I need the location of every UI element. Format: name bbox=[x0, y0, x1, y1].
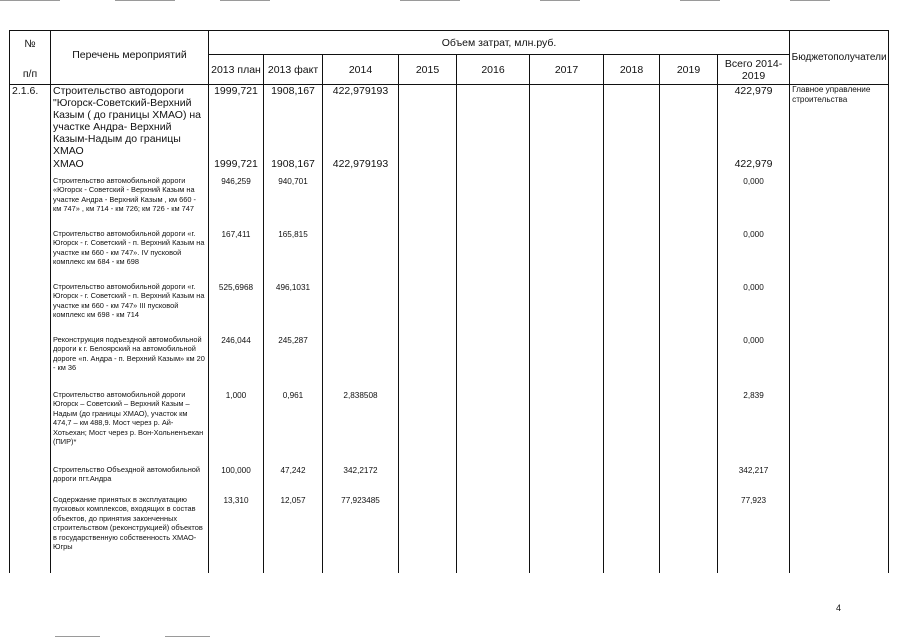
row-name: Содержание принятых в эксплуатацию пусковых комплексов, входящих в состав объектов, до принятия законченных строительством (реконструкцией) объектов в государственную собственность ХМАО-Югры bbox=[51, 495, 209, 573]
header-year-2017: 2017 bbox=[530, 55, 604, 85]
row-value-2019 bbox=[660, 390, 718, 465]
row-value-2015 bbox=[399, 335, 457, 390]
row-total: 0,000 bbox=[718, 282, 790, 335]
header-2013-fact: 2013 факт bbox=[264, 55, 323, 85]
row-value-2016 bbox=[457, 158, 530, 176]
row-beneficiary bbox=[790, 335, 889, 390]
row-beneficiary bbox=[790, 390, 889, 465]
row-value-2016 bbox=[457, 229, 530, 282]
row-total: 77,923 bbox=[718, 495, 790, 573]
table-row bbox=[10, 176, 889, 229]
row-value-2015 bbox=[399, 282, 457, 335]
row-total: 2,839 bbox=[718, 390, 790, 465]
row-value-2014: 342,2172 bbox=[323, 465, 399, 495]
row-value-2015 bbox=[399, 465, 457, 495]
row-value-2019 bbox=[660, 282, 718, 335]
row-total: 422,979 bbox=[718, 158, 790, 176]
header-year-2016: 2016 bbox=[457, 55, 530, 85]
row-beneficiary: Главное управление строительства bbox=[790, 85, 889, 158]
row-number bbox=[10, 176, 51, 229]
row-value-2016 bbox=[457, 85, 530, 158]
row-value-2019 bbox=[660, 158, 718, 176]
row-plan-2013: 13,310 bbox=[209, 495, 264, 573]
row-fact-2013: 0,961 bbox=[264, 390, 323, 465]
row-value-2016 bbox=[457, 282, 530, 335]
row-plan-2013: 100,000 bbox=[209, 465, 264, 495]
row-value-2016 bbox=[457, 465, 530, 495]
row-value-2014 bbox=[323, 335, 399, 390]
row-number bbox=[10, 229, 51, 282]
row-total: 422,979 bbox=[718, 85, 790, 158]
row-value-2017 bbox=[530, 495, 604, 573]
row-beneficiary bbox=[790, 282, 889, 335]
header-list: Перечень мероприятий bbox=[51, 31, 209, 85]
row-name: Строительство Объездной автомобильной дороги пгт.Андра bbox=[51, 465, 209, 495]
row-plan-2013: 1999,721 bbox=[209, 158, 264, 176]
scan-top-marks bbox=[0, 0, 905, 6]
row-number bbox=[10, 158, 51, 176]
row-value-2014 bbox=[323, 176, 399, 229]
row-number bbox=[10, 495, 51, 573]
row-value-2017 bbox=[530, 176, 604, 229]
row-number bbox=[10, 390, 51, 465]
row-plan-2013: 246,044 bbox=[209, 335, 264, 390]
header-year-2015: 2015 bbox=[399, 55, 457, 85]
row-number: 2.1.6. bbox=[10, 85, 51, 158]
row-value-2018 bbox=[604, 495, 660, 573]
row-plan-2013: 525,6968 bbox=[209, 282, 264, 335]
header-number bbox=[10, 31, 51, 85]
row-value-2019 bbox=[660, 85, 718, 158]
row-fact-2013: 47,242 bbox=[264, 465, 323, 495]
row-value-2017 bbox=[530, 465, 604, 495]
row-value-2017 bbox=[530, 229, 604, 282]
row-value-2017 bbox=[530, 85, 604, 158]
row-name: Строительство автомобильной дороги «Югорск - Советский - Верхний Казым на участке Андра - Верхний Казым , км 660 - км 747» , км 714 - км 726; км 726 - км 747 bbox=[51, 176, 209, 229]
row-value-2015 bbox=[399, 390, 457, 465]
row-value-2015 bbox=[399, 495, 457, 573]
row-beneficiary bbox=[790, 229, 889, 282]
row-number bbox=[10, 335, 51, 390]
row-value-2014: 77,923485 bbox=[323, 495, 399, 573]
row-total: 0,000 bbox=[718, 335, 790, 390]
header-year-2014: 2014 bbox=[323, 55, 399, 85]
row-fact-2013: 245,287 bbox=[264, 335, 323, 390]
page-number: 4 bbox=[836, 603, 842, 613]
row-value-2019 bbox=[660, 176, 718, 229]
row-beneficiary bbox=[790, 465, 889, 495]
row-fact-2013: 1908,167 bbox=[264, 158, 323, 176]
row-value-2018 bbox=[604, 390, 660, 465]
row-plan-2013: 167,411 bbox=[209, 229, 264, 282]
row-value-2018 bbox=[604, 335, 660, 390]
row-name: Строительство автомобильной дороги «г. Югорск - г. Советский - п. Верхний Казым на участке км 660 - км 747» III пусковой комплекс км 698 - км 714 bbox=[51, 282, 209, 335]
row-plan-2013: 1999,721 bbox=[209, 85, 264, 158]
row-fact-2013: 940,701 bbox=[264, 176, 323, 229]
row-value-2019 bbox=[660, 335, 718, 390]
row-total: 342,217 bbox=[718, 465, 790, 495]
row-fact-2013: 12,057 bbox=[264, 495, 323, 573]
row-number bbox=[10, 465, 51, 495]
row-total: 0,000 bbox=[718, 229, 790, 282]
row-number bbox=[10, 282, 51, 335]
row-name: ХМАО bbox=[51, 158, 209, 176]
row-fact-2013: 1908,167 bbox=[264, 85, 323, 158]
row-beneficiary bbox=[790, 495, 889, 573]
row-fact-2013: 165,815 bbox=[264, 229, 323, 282]
row-value-2017 bbox=[530, 335, 604, 390]
row-value-2014 bbox=[323, 229, 399, 282]
row-value-2018 bbox=[604, 158, 660, 176]
row-value-2017 bbox=[530, 158, 604, 176]
row-value-2018 bbox=[604, 229, 660, 282]
header-number-bottom: п/п bbox=[22, 68, 38, 80]
row-value-2014: 422,979193 bbox=[323, 85, 399, 158]
row-beneficiary bbox=[790, 176, 889, 229]
header-cost-group: Объем затрат, млн.руб. bbox=[209, 31, 790, 55]
row-value-2019 bbox=[660, 465, 718, 495]
row-name: Реконструкция подъездной автомобильной дороги к г. Белоярский на автомобильной дороге «п. Андра - п. Верхний Казым» км 20 - км 36 bbox=[51, 335, 209, 390]
row-value-2014: 422,979193 bbox=[323, 158, 399, 176]
table-row bbox=[10, 335, 889, 390]
row-value-2019 bbox=[660, 229, 718, 282]
row-fact-2013: 496,1031 bbox=[264, 282, 323, 335]
table-row bbox=[10, 390, 889, 465]
row-value-2014: 2,838508 bbox=[323, 390, 399, 465]
header-year-2018: 2018 bbox=[604, 55, 660, 85]
row-value-2015 bbox=[399, 176, 457, 229]
row-value-2015 bbox=[399, 158, 457, 176]
header-year-2019: 2019 bbox=[660, 55, 718, 85]
header-beneficiary: Бюджетополучатели bbox=[790, 31, 889, 85]
header-2013-plan: 2013 план bbox=[209, 55, 264, 85]
row-beneficiary bbox=[790, 158, 889, 176]
row-value-2015 bbox=[399, 229, 457, 282]
row-value-2018 bbox=[604, 85, 660, 158]
row-value-2018 bbox=[604, 282, 660, 335]
row-value-2015 bbox=[399, 85, 457, 158]
row-value-2017 bbox=[530, 282, 604, 335]
row-value-2016 bbox=[457, 495, 530, 573]
row-value-2017 bbox=[530, 390, 604, 465]
table-row bbox=[10, 85, 889, 158]
row-value-2016 bbox=[457, 335, 530, 390]
row-value-2018 bbox=[604, 465, 660, 495]
row-plan-2013: 1,000 bbox=[209, 390, 264, 465]
table-row bbox=[10, 229, 889, 282]
row-value-2016 bbox=[457, 390, 530, 465]
row-value-2018 bbox=[604, 176, 660, 229]
row-total: 0,000 bbox=[718, 176, 790, 229]
table-row bbox=[10, 495, 889, 573]
row-value-2016 bbox=[457, 176, 530, 229]
row-name: Строительство автомобильной дороги «г. Югорск - г. Советский - п. Верхний Казым на участке км 660 - км 747». IV пусковой комплекс км 684 - км 698 bbox=[51, 229, 209, 282]
row-value-2014 bbox=[323, 282, 399, 335]
row-name: Строительство автомобильной дороги Югорск – Советский – Верхний Казым – Надым (до границы ХМАО), участок км 474,7 – км 488,9. Мост через р. Ай-Хотьехан; Мост через р. Вон-Хольненъехан (ПИР)* bbox=[51, 390, 209, 465]
row-name: Строительство автодороги "Югорск-Советский-Верхний Казым ( до границы ХМАО) на участке Андра- Верхний Казым-Надым до границы ХМАО bbox=[51, 85, 209, 158]
table-row bbox=[10, 158, 889, 176]
row-plan-2013: 946,259 bbox=[209, 176, 264, 229]
cost-table bbox=[9, 30, 889, 573]
row-value-2019 bbox=[660, 495, 718, 573]
header-number-top: № bbox=[24, 38, 36, 50]
table-row bbox=[10, 282, 889, 335]
header-total: Всего 2014-2019 bbox=[718, 55, 790, 85]
table-row bbox=[10, 465, 889, 495]
